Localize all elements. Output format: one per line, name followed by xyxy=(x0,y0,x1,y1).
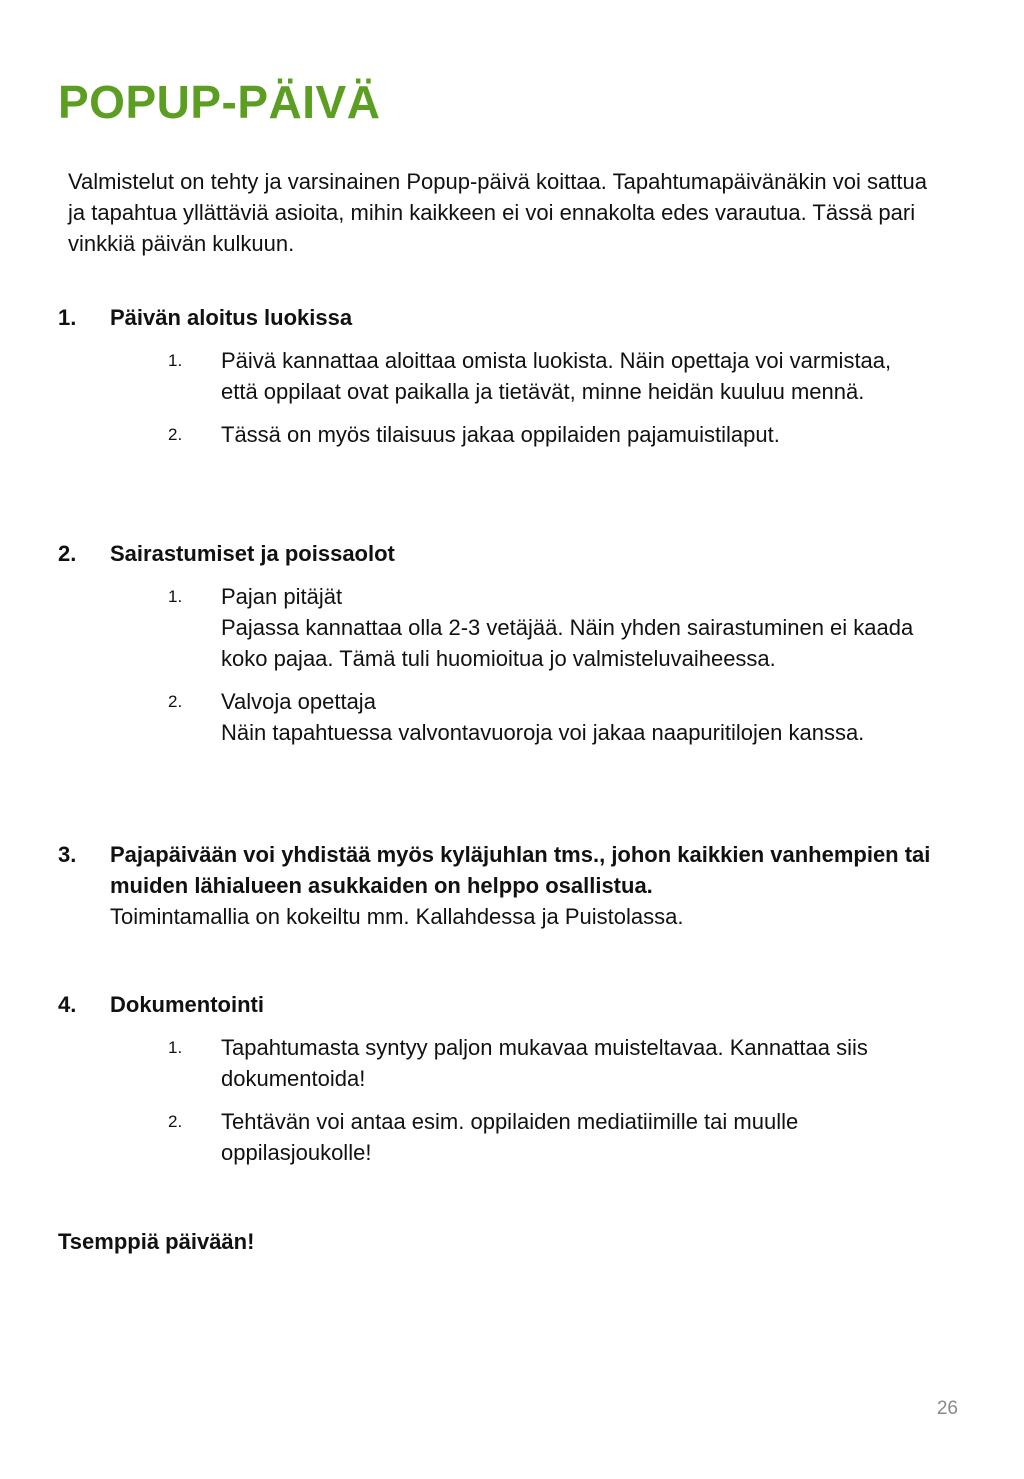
sub-list xyxy=(58,345,958,450)
section-number: 1. xyxy=(58,305,77,330)
page-title: POPUP-PÄIVÄ xyxy=(58,76,381,128)
list-item-text: Pajan pitäjät xyxy=(221,584,343,609)
section-2 xyxy=(58,538,958,760)
section-3 xyxy=(58,839,958,932)
list-item-text: Tässä on myös tilaisuus jakaa oppilaiden pajamuistilaput. xyxy=(221,422,780,447)
list-item xyxy=(58,581,921,674)
list-item-detail: Pajassa kannattaa olla 2-3 vetäjää. Näin yhden sairastuminen ei kaada koko pajaa. Tämä tuli huomioitua jo valmisteluvaiheessa. xyxy=(221,615,914,671)
list-item xyxy=(58,345,921,407)
section-heading xyxy=(58,839,940,901)
list-item-text: Tehtävän voi antaa esim. oppilaiden mediatiimille tai muulle oppilasjoukolle! xyxy=(221,1109,799,1165)
page-number: 26 xyxy=(936,1398,958,1419)
list-item-text: Valvoja opettaja xyxy=(221,689,376,714)
section-heading-text: Dokumentointi xyxy=(110,992,264,1017)
section-heading xyxy=(58,538,958,569)
list-item-number: 1. xyxy=(168,1038,183,1057)
section-heading xyxy=(58,302,958,333)
section-4 xyxy=(58,989,958,1180)
list-item xyxy=(58,419,921,450)
section-number: 2. xyxy=(58,541,77,566)
list-item-number: 2. xyxy=(168,692,183,711)
section-heading-text: Sairastumiset ja poissaolot xyxy=(110,541,395,566)
list-item xyxy=(58,1032,921,1094)
section-heading-text: Päivän aloitus luokissa xyxy=(110,305,353,330)
list-item-detail: Näin tapahtuessa valvontavuoroja voi jakaa naapuritilojen kanssa. xyxy=(221,720,865,745)
list-item-text: Tapahtumasta syntyy paljon mukavaa muisteltavaa. Kannattaa siis dokumentoida! xyxy=(221,1035,868,1091)
section-number: 4. xyxy=(58,992,77,1017)
section-number: 3. xyxy=(58,842,77,867)
list-item-number: 1. xyxy=(168,351,183,370)
list-item-number: 1. xyxy=(168,587,183,606)
list-item xyxy=(58,1106,921,1168)
list-item xyxy=(58,686,921,748)
section-note: Toimintamallia on kokeiltu mm. Kallahdessa ja Puistolassa. xyxy=(110,904,684,929)
list-item-number: 2. xyxy=(168,425,183,444)
intro-paragraph: Valmistelut on tehty ja varsinainen Popup-päivä koittaa. Tapahtumapäivänäkin voi sattua ja tapahtua yllättäviä asioita, mihin kaikkeen ei voi ennakolta edes varautua. Tässä pari vinkkiä päivän kulkuun. xyxy=(68,169,927,256)
section-heading xyxy=(58,989,958,1020)
section-heading-text: Pajapäivään voi yhdistää myös kyläjuhlan tms., johon kaikkien vanhempien tai muiden lähialueen asukkaiden on helppo osallistua. xyxy=(110,842,931,898)
section-1 xyxy=(58,302,958,462)
list-item-number: 2. xyxy=(168,1112,183,1131)
list-item-text: Päivä kannattaa aloittaa omista luokista. Näin opettaja voi varmistaa, että oppilaat ovat paikalla ja tietävät, minne heidän kuuluu mennä. xyxy=(221,348,892,404)
closing-line: Tsemppiä päivään! xyxy=(58,1229,255,1254)
sub-list xyxy=(58,581,958,748)
sub-list xyxy=(58,1032,958,1168)
